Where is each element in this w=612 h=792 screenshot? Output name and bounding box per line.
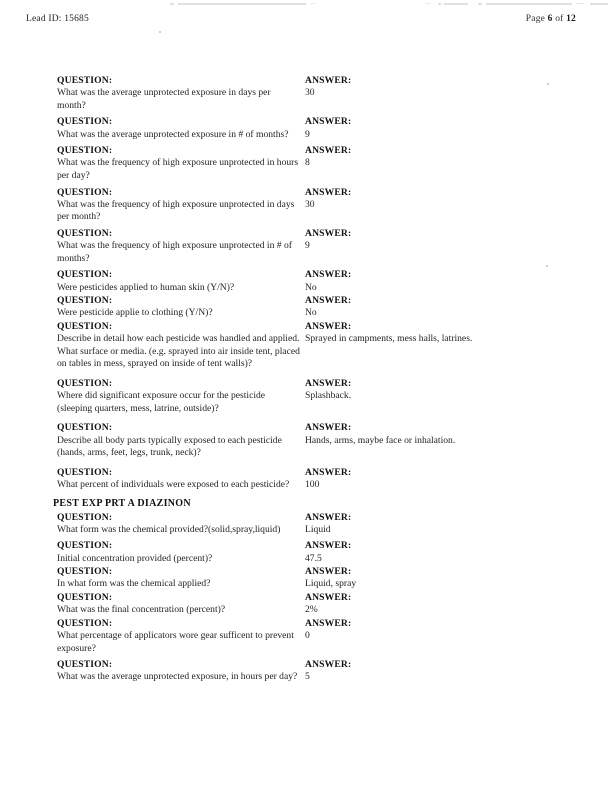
question-cell xyxy=(57,539,305,565)
qa-row xyxy=(57,186,557,224)
question-cell xyxy=(57,268,305,294)
question-text: Describe in detail how each pesticide was handled and applied. What surface or media. (e.g. sprayed into air inside tent, placed on tables in mess, sprayed on inside of tent walls)? xyxy=(57,333,300,370)
answer-text: 30 xyxy=(305,198,315,210)
question-label: QUESTION: xyxy=(57,320,113,332)
question-text: Initial concentration provided (percent)? xyxy=(57,552,213,564)
answer-cell xyxy=(305,617,557,643)
question-cell xyxy=(57,186,305,224)
question-cell xyxy=(57,421,305,459)
question-text: What was the average unprotected exposure, in hours per day? xyxy=(57,671,298,683)
answer-text: Liquid, spray xyxy=(305,578,357,590)
answer-cell xyxy=(305,565,557,591)
qa-row xyxy=(57,658,557,684)
answer-label: ANSWER: xyxy=(305,659,352,671)
answer-text: 2% xyxy=(305,604,318,616)
question-cell xyxy=(57,227,305,265)
answer-text: 9 xyxy=(305,128,310,140)
page-number xyxy=(526,14,576,24)
answer-cell xyxy=(305,320,557,346)
answer-cell xyxy=(305,144,557,170)
question-text: What was the average unprotected exposure in # of months? xyxy=(57,128,289,140)
qa-content xyxy=(53,74,557,687)
answer-label: ANSWER: xyxy=(305,422,352,434)
question-label: QUESTION: xyxy=(57,422,113,434)
answer-label: ANSWER: xyxy=(305,320,352,332)
answer-label: ANSWER: xyxy=(305,566,352,578)
question-cell xyxy=(57,377,305,415)
answer-label: ANSWER: xyxy=(305,186,352,198)
question-text: What was the frequency of high exposure unprotected in days per month? xyxy=(57,198,295,223)
question-cell xyxy=(57,466,305,492)
page-total: 12 xyxy=(566,14,576,24)
qa-row xyxy=(57,591,557,617)
answer-text: No xyxy=(305,307,317,319)
answer-text: Splashback. xyxy=(305,390,352,402)
question-text: What was the frequency of high exposure unprotected in hours per day? xyxy=(57,157,299,181)
question-text: What form was the chemical provided?(solid,spray,liquid) xyxy=(57,523,281,535)
qa-row xyxy=(57,294,557,320)
question-label: QUESTION: xyxy=(57,145,113,157)
answer-cell xyxy=(305,658,557,684)
question-label: QUESTION: xyxy=(57,659,113,671)
answer-label: ANSWER: xyxy=(305,540,352,552)
question-text: Describe all body parts typically exposed to each pesticide (hands, arms, feet, legs, trunk, neck)? xyxy=(57,434,282,459)
answer-label: ANSWER: xyxy=(305,617,352,629)
question-cell xyxy=(57,658,305,684)
answer-cell xyxy=(305,227,557,253)
page-of-label: of xyxy=(555,14,564,24)
answer-text: 0 xyxy=(305,629,310,641)
answer-cell xyxy=(305,539,557,565)
question-label: QUESTION: xyxy=(57,511,113,523)
qa-row xyxy=(57,565,557,591)
answer-text: 8 xyxy=(305,157,310,169)
answer-label: ANSWER: xyxy=(305,511,352,523)
answer-text: 47.5 xyxy=(305,552,322,564)
qa-row xyxy=(57,74,557,112)
answer-text: Sprayed in campments, mess halls, latrines. xyxy=(305,333,473,345)
qa-row xyxy=(57,320,557,371)
question-cell xyxy=(57,74,305,112)
answer-label: ANSWER: xyxy=(305,145,352,157)
question-text: In what form was the chemical applied? xyxy=(57,578,211,590)
question-label: QUESTION: xyxy=(57,269,113,281)
answer-cell xyxy=(305,466,557,492)
page-label: Page xyxy=(525,14,546,24)
question-label: QUESTION: xyxy=(57,75,113,86)
question-text: What percent of individuals were exposed to each pesticide? xyxy=(57,478,290,490)
answer-text: 5 xyxy=(305,671,310,683)
answer-label: ANSWER: xyxy=(305,466,352,478)
answer-text: No xyxy=(305,281,317,293)
question-text: Where did significant exposure occur for the pesticide (sleeping quarters, mess, latrine, outside)? xyxy=(57,390,266,414)
question-cell xyxy=(57,591,305,617)
answer-label: ANSWER: xyxy=(305,227,352,239)
lead-id: Lead ID: 15685 xyxy=(26,14,89,24)
question-text: Were pesticide applie to clothing (Y/N)? xyxy=(57,307,213,319)
scan-speck xyxy=(159,31,161,33)
answer-label: ANSWER: xyxy=(305,295,352,307)
answer-cell xyxy=(305,377,557,403)
qa-row xyxy=(57,539,557,565)
answer-cell xyxy=(305,511,557,537)
row-spacer xyxy=(57,684,557,687)
answer-text: Liquid xyxy=(305,523,331,535)
answer-cell xyxy=(305,115,557,141)
answer-label: ANSWER: xyxy=(305,116,352,128)
answer-cell xyxy=(305,421,557,447)
answer-cell xyxy=(305,294,557,320)
question-label: QUESTION: xyxy=(57,186,113,198)
answer-label: ANSWER: xyxy=(305,269,352,281)
qa-row xyxy=(57,144,557,182)
question-label: QUESTION: xyxy=(57,227,113,239)
qa-row xyxy=(57,268,557,294)
question-label: QUESTION: xyxy=(57,377,113,389)
qa-row xyxy=(57,227,557,265)
answer-cell xyxy=(305,186,557,212)
question-label: QUESTION: xyxy=(57,591,113,603)
qa-row xyxy=(57,617,557,655)
question-label: QUESTION: xyxy=(57,566,113,578)
qa-row xyxy=(57,115,557,141)
answer-text: 30 xyxy=(305,87,315,99)
question-label: QUESTION: xyxy=(57,617,113,629)
qa-row xyxy=(57,377,557,415)
question-text: What was the final concentration (percent)? xyxy=(57,604,226,616)
answer-label: ANSWER: xyxy=(305,377,352,389)
answer-cell xyxy=(305,591,557,617)
question-text: What was the frequency of high exposure unprotected in # of months? xyxy=(57,240,292,264)
question-label: QUESTION: xyxy=(57,295,113,307)
question-cell xyxy=(57,320,305,371)
question-cell xyxy=(57,144,305,182)
answer-label: ANSWER: xyxy=(305,75,352,86)
answer-label: ANSWER: xyxy=(305,591,352,603)
question-text: What was the average unprotected exposure in days per month? xyxy=(57,87,271,111)
answer-cell xyxy=(305,268,557,294)
question-cell xyxy=(57,511,305,537)
scan-artifact-band xyxy=(0,0,612,10)
qa-row xyxy=(57,511,557,537)
question-label: QUESTION: xyxy=(57,466,113,478)
question-cell xyxy=(57,617,305,655)
answer-text: Hands, arms, maybe face or inhalation. xyxy=(305,434,456,446)
question-cell xyxy=(57,565,305,591)
section-heading: PEST EXP PRT A DIAZINON xyxy=(53,497,191,509)
question-cell xyxy=(57,294,305,320)
question-label: QUESTION: xyxy=(57,540,113,552)
page-current: 6 xyxy=(547,14,553,24)
question-text: Were pesticides applied to human skin (Y/N)? xyxy=(57,281,235,293)
qa-row xyxy=(57,466,557,492)
page-header xyxy=(0,14,612,30)
question-text: What percentage of applicators wore gear sufficent to prevent exposure? xyxy=(57,629,294,654)
question-label: QUESTION: xyxy=(57,116,113,128)
qa-row xyxy=(57,421,557,459)
answer-cell xyxy=(305,74,557,100)
answer-text: 100 xyxy=(305,478,320,490)
answer-text: 9 xyxy=(305,240,310,252)
question-cell xyxy=(57,115,305,141)
